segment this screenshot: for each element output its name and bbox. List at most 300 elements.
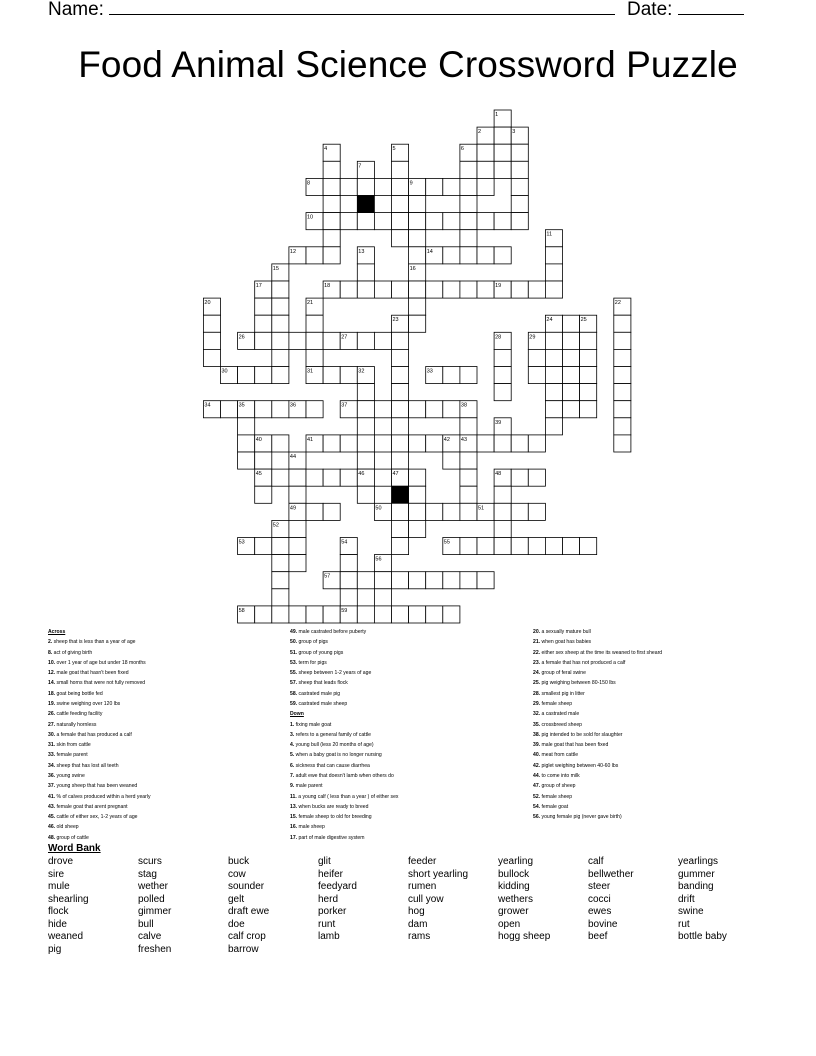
clue-item xyxy=(290,720,398,730)
grid-cell[interactable] xyxy=(494,503,511,520)
grid-cell[interactable] xyxy=(392,520,409,537)
grid-cell[interactable] xyxy=(289,469,306,486)
grid-cell[interactable] xyxy=(340,572,357,589)
grid-cell[interactable] xyxy=(494,384,511,401)
grid-cell[interactable] xyxy=(306,503,323,520)
clue-number-label: 26. xyxy=(48,711,56,718)
grid-cell[interactable] xyxy=(614,401,631,418)
grid-cell[interactable] xyxy=(392,538,409,555)
word-bank-word: weaned xyxy=(48,931,84,942)
grid-cell[interactable] xyxy=(443,401,460,418)
grid-cell[interactable] xyxy=(357,572,374,589)
grid-cell[interactable] xyxy=(545,349,562,366)
grid-cell[interactable] xyxy=(528,367,545,384)
grid-cell[interactable] xyxy=(357,213,374,230)
grid-cell[interactable] xyxy=(443,367,460,384)
grid-cell[interactable] xyxy=(563,401,580,418)
grid-cell[interactable] xyxy=(289,538,306,555)
grid-cell[interactable] xyxy=(443,281,460,298)
grid-cell[interactable] xyxy=(357,332,374,349)
grid-cell[interactable] xyxy=(392,230,409,247)
grid-cell[interactable] xyxy=(494,247,511,264)
grid-cell[interactable] xyxy=(357,452,374,469)
grid-cell[interactable] xyxy=(323,606,340,623)
clue-number-label: 24. xyxy=(533,670,541,677)
grid-cell[interactable] xyxy=(511,161,528,178)
grid-cell[interactable] xyxy=(511,196,528,213)
grid-cell[interactable] xyxy=(614,418,631,435)
grid-cell[interactable] xyxy=(426,606,443,623)
clue-number: 16 xyxy=(409,265,416,272)
grid-cell[interactable] xyxy=(357,418,374,435)
grid-cell[interactable] xyxy=(409,213,426,230)
clue-number: 13 xyxy=(358,248,365,255)
clue-number-label: 46. xyxy=(48,824,56,831)
grid-cell[interactable] xyxy=(306,315,323,332)
grid-cell[interactable] xyxy=(460,418,477,435)
grid-cell[interactable] xyxy=(545,281,562,298)
grid-cell[interactable] xyxy=(545,401,562,418)
grid-cell[interactable] xyxy=(477,435,494,452)
clue-item xyxy=(533,771,662,781)
grid-cell[interactable] xyxy=(392,401,409,418)
grid-cell[interactable] xyxy=(511,469,528,486)
clue-number-label: 9. xyxy=(290,783,295,790)
grid-cell[interactable] xyxy=(289,486,306,503)
grid-cell[interactable] xyxy=(545,367,562,384)
grid-cell[interactable] xyxy=(357,281,374,298)
grid-cell[interactable] xyxy=(306,606,323,623)
grid-cell[interactable] xyxy=(545,418,562,435)
grid-cell[interactable] xyxy=(426,178,443,195)
word-bank-word: runt xyxy=(318,918,336,930)
grid-cell[interactable] xyxy=(443,178,460,195)
grid-cell[interactable] xyxy=(272,589,289,606)
grid-cell[interactable] xyxy=(426,435,443,452)
grid-cell[interactable] xyxy=(614,367,631,384)
grid-cell[interactable] xyxy=(392,503,409,520)
grid-cell[interactable] xyxy=(511,281,528,298)
grid-cell[interactable] xyxy=(477,178,494,195)
clue-text: act of giving birth xyxy=(53,649,93,656)
grid-cell[interactable] xyxy=(340,213,357,230)
grid-cell[interactable] xyxy=(528,538,545,555)
grid-cell[interactable] xyxy=(426,503,443,520)
grid-cell[interactable] xyxy=(374,435,391,452)
grid-cell[interactable] xyxy=(323,469,340,486)
grid-cell[interactable] xyxy=(255,298,272,315)
grid-cell[interactable] xyxy=(511,144,528,161)
grid-cell[interactable] xyxy=(460,230,477,247)
grid-cell[interactable] xyxy=(306,469,323,486)
grid-cell[interactable] xyxy=(323,230,340,247)
name-label: Name: xyxy=(48,0,104,20)
grid-cell[interactable] xyxy=(272,367,289,384)
grid-cell[interactable] xyxy=(580,332,597,349)
grid-cell[interactable] xyxy=(460,161,477,178)
down-heading: Down xyxy=(290,711,304,718)
grid-cell[interactable] xyxy=(392,213,409,230)
word-bank-word: cow xyxy=(228,868,246,880)
grid-cell[interactable] xyxy=(306,401,323,418)
grid-cell[interactable] xyxy=(340,469,357,486)
grid-cell[interactable] xyxy=(426,401,443,418)
clue-item xyxy=(290,627,398,637)
clue-number: 32 xyxy=(358,368,365,375)
grid-cell[interactable] xyxy=(614,384,631,401)
grid-cell[interactable] xyxy=(323,196,340,213)
grid-cell[interactable] xyxy=(272,298,289,315)
word-bank-word: bull xyxy=(138,918,154,930)
grid-cell[interactable] xyxy=(409,469,426,486)
grid-cell[interactable] xyxy=(511,435,528,452)
grid-cell[interactable] xyxy=(255,606,272,623)
grid-cell[interactable] xyxy=(563,367,580,384)
grid-cell[interactable] xyxy=(477,161,494,178)
word-bank-word: gimmer xyxy=(138,906,172,917)
grid-cell[interactable] xyxy=(409,281,426,298)
grid-cell[interactable] xyxy=(340,555,357,572)
grid-cell[interactable] xyxy=(272,435,289,452)
grid-cell[interactable] xyxy=(443,606,460,623)
word-bank-word: beef xyxy=(588,931,608,942)
clue-number-label: 52. xyxy=(533,793,541,800)
clue-item xyxy=(533,730,662,740)
grid-cell[interactable] xyxy=(460,538,477,555)
grid-cell[interactable] xyxy=(460,178,477,195)
clue-number-label: 44. xyxy=(533,772,541,779)
grid-cell[interactable] xyxy=(374,572,391,589)
word-bank-word: bellwether xyxy=(588,868,634,880)
clue-number-label: 21. xyxy=(533,639,541,646)
grid-cell[interactable] xyxy=(357,401,374,418)
clue-number-label: 20. xyxy=(533,629,541,635)
clue-number-label: 25. xyxy=(533,680,541,687)
grid-cell[interactable] xyxy=(477,213,494,230)
grid-cell[interactable] xyxy=(460,247,477,264)
grid-cell[interactable] xyxy=(272,315,289,332)
grid-cell[interactable] xyxy=(255,486,272,503)
grid-cell[interactable] xyxy=(238,435,255,452)
grid-cell[interactable] xyxy=(614,349,631,366)
grid-cell[interactable] xyxy=(494,127,511,144)
clue-text: fixing male goat xyxy=(295,721,332,728)
grid-cell[interactable] xyxy=(443,503,460,520)
grid-cell[interactable] xyxy=(443,247,460,264)
word-bank-word: herd xyxy=(318,893,339,905)
grid-cell[interactable] xyxy=(272,469,289,486)
grid-cell[interactable] xyxy=(255,315,272,332)
grid-cell[interactable] xyxy=(392,332,409,349)
grid-cell[interactable] xyxy=(409,520,426,537)
clue-text: pig weighing between 80-150 lbs xyxy=(541,680,616,687)
grid-cell[interactable] xyxy=(545,384,562,401)
grid-cell[interactable] xyxy=(409,315,426,332)
grid-cell[interactable] xyxy=(238,367,255,384)
grid-cell[interactable] xyxy=(528,503,545,520)
grid-cell[interactable] xyxy=(374,178,391,195)
grid-cell[interactable] xyxy=(545,538,562,555)
grid-cell[interactable] xyxy=(203,315,220,332)
grid-cell[interactable] xyxy=(563,349,580,366)
grid-cell[interactable] xyxy=(374,606,391,623)
word-bank-word: mule xyxy=(48,881,70,892)
grid-cell[interactable] xyxy=(409,572,426,589)
grid-cell[interactable] xyxy=(289,555,306,572)
grid-cell[interactable] xyxy=(494,349,511,366)
grid-cell[interactable] xyxy=(392,367,409,384)
grid-cell[interactable] xyxy=(272,332,289,349)
grid-cell[interactable] xyxy=(443,452,460,469)
grid-cell[interactable] xyxy=(477,281,494,298)
grid-cell[interactable] xyxy=(357,178,374,195)
clue-text: female goat that arent pregnant xyxy=(56,803,128,810)
grid-cell[interactable] xyxy=(580,367,597,384)
grid-cell[interactable] xyxy=(392,606,409,623)
clue-text: group of pigs xyxy=(298,639,328,646)
clue-text: a castrated male xyxy=(541,711,580,718)
clue-number-label: 33. xyxy=(48,752,56,759)
grid-cell[interactable] xyxy=(203,349,220,366)
grid-cell[interactable] xyxy=(272,401,289,418)
clue-number: 20 xyxy=(204,300,211,307)
grid-cell[interactable] xyxy=(392,572,409,589)
grid-cell[interactable] xyxy=(323,332,340,349)
grid-cell[interactable] xyxy=(528,349,545,366)
clue-item xyxy=(533,781,662,791)
grid-cell[interactable] xyxy=(306,332,323,349)
grid-cell[interactable] xyxy=(494,213,511,230)
grid-cell[interactable] xyxy=(477,144,494,161)
grid-cell[interactable] xyxy=(545,247,562,264)
grid-cell[interactable] xyxy=(255,367,272,384)
clue-text: smallest pig in litter xyxy=(541,690,585,697)
grid-cell[interactable] xyxy=(545,332,562,349)
grid-cell[interactable] xyxy=(392,435,409,452)
grid-cell[interactable] xyxy=(494,161,511,178)
grid-cell[interactable] xyxy=(460,572,477,589)
grid-cell[interactable] xyxy=(374,213,391,230)
grid-cell[interactable] xyxy=(545,264,562,281)
clue-text: crossbreed sheep xyxy=(541,721,583,728)
grid-cell[interactable] xyxy=(323,367,340,384)
word-bank-word: porker xyxy=(318,906,347,917)
grid-cell[interactable] xyxy=(460,281,477,298)
grid-cell[interactable] xyxy=(409,401,426,418)
clue-item xyxy=(533,792,662,802)
grid-cell[interactable] xyxy=(323,503,340,520)
grid-cell[interactable] xyxy=(494,538,511,555)
clue-text: term for pigs xyxy=(298,659,327,666)
grid-cell[interactable] xyxy=(357,264,374,281)
grid-cell[interactable] xyxy=(477,572,494,589)
grid-cell[interactable] xyxy=(443,572,460,589)
grid-cell[interactable] xyxy=(203,332,220,349)
clue-text: castrated male sheep xyxy=(298,700,348,707)
grid-cell[interactable] xyxy=(477,247,494,264)
grid-cell[interactable] xyxy=(357,435,374,452)
clue-number: 48 xyxy=(495,471,502,478)
grid-cell[interactable] xyxy=(392,384,409,401)
grid-cell[interactable] xyxy=(528,469,545,486)
grid-cell[interactable] xyxy=(374,332,391,349)
clue-number: 11 xyxy=(546,231,553,238)
word-bank-word: glit xyxy=(318,856,331,867)
grid-cell[interactable] xyxy=(580,538,597,555)
clue-text: sheep that leads flock xyxy=(298,680,348,687)
grid-cell[interactable] xyxy=(392,349,409,366)
grid-cell[interactable] xyxy=(426,213,443,230)
grid-cell[interactable] xyxy=(409,298,426,315)
grid-cell[interactable] xyxy=(392,452,409,469)
grid-cell[interactable] xyxy=(255,332,272,349)
clue-number: 34 xyxy=(204,402,211,409)
grid-cell[interactable] xyxy=(340,178,357,195)
grid-cell[interactable] xyxy=(580,384,597,401)
grid-cell[interactable] xyxy=(272,572,289,589)
grid-cell[interactable] xyxy=(460,486,477,503)
clue-item xyxy=(48,802,151,812)
grid-cell[interactable] xyxy=(460,452,477,469)
clue-item xyxy=(48,822,151,832)
grid-cell[interactable] xyxy=(494,367,511,384)
grid-cell[interactable] xyxy=(511,178,528,195)
grid-cell[interactable] xyxy=(580,349,597,366)
clue-number: 8 xyxy=(307,180,311,187)
clue-number-label: 17. xyxy=(290,834,298,841)
grid-cell[interactable] xyxy=(460,367,477,384)
grid-cell[interactable] xyxy=(323,435,340,452)
grid-cell[interactable] xyxy=(272,281,289,298)
grid-cell[interactable] xyxy=(409,435,426,452)
grid-cell[interactable] xyxy=(511,503,528,520)
grid-cell[interactable] xyxy=(272,349,289,366)
grid-cell[interactable] xyxy=(392,196,409,213)
grid-cell[interactable] xyxy=(511,538,528,555)
word-bank-word: wethers xyxy=(498,893,534,905)
clue-item xyxy=(290,699,398,709)
grid-cell[interactable] xyxy=(374,589,391,606)
grid-cell[interactable] xyxy=(460,196,477,213)
grid-cell[interactable] xyxy=(340,435,357,452)
grid-cell[interactable] xyxy=(460,503,477,520)
grid-cell[interactable] xyxy=(238,418,255,435)
grid-cell[interactable] xyxy=(528,281,545,298)
clue-number-label: 50. xyxy=(290,639,298,646)
grid-cell[interactable] xyxy=(494,486,511,503)
word-bank-word: gelt xyxy=(228,893,245,905)
grid-cell[interactable] xyxy=(460,469,477,486)
grid-cell[interactable] xyxy=(306,247,323,264)
grid-cell[interactable] xyxy=(409,486,426,503)
grid-cell[interactable] xyxy=(409,230,426,247)
grid-cell[interactable] xyxy=(494,520,511,537)
grid-cell[interactable] xyxy=(357,384,374,401)
grid-cell[interactable] xyxy=(323,161,340,178)
grid-cell[interactable] xyxy=(580,401,597,418)
grid-cell[interactable] xyxy=(614,435,631,452)
clue-number: 58 xyxy=(238,607,245,614)
grid-cell[interactable] xyxy=(272,555,289,572)
clue-number: 17 xyxy=(255,283,262,289)
clue-item xyxy=(533,658,662,668)
grid-cell[interactable] xyxy=(409,247,426,264)
grid-cell[interactable] xyxy=(340,589,357,606)
grid-cell[interactable] xyxy=(255,538,272,555)
clue-text: % of calves produced within a herd yearly xyxy=(56,793,151,800)
grid-cell[interactable] xyxy=(392,418,409,435)
grid-cell[interactable] xyxy=(563,315,580,332)
clue-text: male castrated before puberty xyxy=(298,629,367,635)
grid-cell[interactable] xyxy=(323,247,340,264)
grid-cell[interactable] xyxy=(563,538,580,555)
clue-text: goat being bottle fed xyxy=(56,690,103,697)
grid-cell[interactable] xyxy=(392,281,409,298)
grid-cell[interactable] xyxy=(409,503,426,520)
clue-item xyxy=(533,802,662,812)
clue-item xyxy=(290,658,398,668)
grid-cell[interactable] xyxy=(409,606,426,623)
grid-cell[interactable] xyxy=(563,332,580,349)
grid-cell[interactable] xyxy=(477,538,494,555)
grid-cell[interactable] xyxy=(528,435,545,452)
grid-cell[interactable] xyxy=(511,213,528,230)
grid-cell[interactable] xyxy=(357,486,374,503)
grid-cell[interactable] xyxy=(374,281,391,298)
grid-cell[interactable] xyxy=(272,606,289,623)
grid-cell[interactable] xyxy=(323,178,340,195)
grid-cell[interactable] xyxy=(374,469,391,486)
grid-cell[interactable] xyxy=(614,315,631,332)
grid-cell[interactable] xyxy=(306,349,323,366)
grid-cell[interactable] xyxy=(409,196,426,213)
grid-cell[interactable] xyxy=(323,213,340,230)
clue-item xyxy=(48,668,151,678)
grid-cell[interactable] xyxy=(392,161,409,178)
grid-cell[interactable] xyxy=(289,606,306,623)
clue-number-label: 5. xyxy=(290,752,295,759)
page-title: Food Animal Science Crossword Puzzle xyxy=(78,44,738,85)
grid-cell[interactable] xyxy=(443,213,460,230)
grid-cell[interactable] xyxy=(563,384,580,401)
grid-cell[interactable] xyxy=(460,213,477,230)
clue-item xyxy=(290,781,398,791)
clue-item xyxy=(48,750,151,760)
grid-cell[interactable] xyxy=(357,606,374,623)
grid-cell[interactable] xyxy=(272,538,289,555)
grid-cell[interactable] xyxy=(238,452,255,469)
grid-cell[interactable] xyxy=(255,401,272,418)
grid-cell[interactable] xyxy=(494,144,511,161)
grid-cell[interactable] xyxy=(340,281,357,298)
grid-cell[interactable] xyxy=(426,281,443,298)
grid-cell[interactable] xyxy=(426,572,443,589)
grid-cell[interactable] xyxy=(374,401,391,418)
grid-cell[interactable] xyxy=(340,367,357,384)
grid-cell[interactable] xyxy=(289,332,306,349)
clue-text: male goat that hasn't been fixed xyxy=(56,670,129,677)
grid-cell[interactable] xyxy=(289,520,306,537)
clue-number-label: 54. xyxy=(533,803,541,810)
grid-cell[interactable] xyxy=(392,178,409,195)
word-bank-word: hog xyxy=(408,906,425,917)
clue-text: small horns that were not fully removed xyxy=(56,680,146,687)
grid-cell[interactable] xyxy=(494,435,511,452)
grid-cell[interactable] xyxy=(255,452,272,469)
clue-item xyxy=(533,761,662,771)
grid-cell[interactable] xyxy=(614,332,631,349)
grid-cell[interactable] xyxy=(221,401,238,418)
